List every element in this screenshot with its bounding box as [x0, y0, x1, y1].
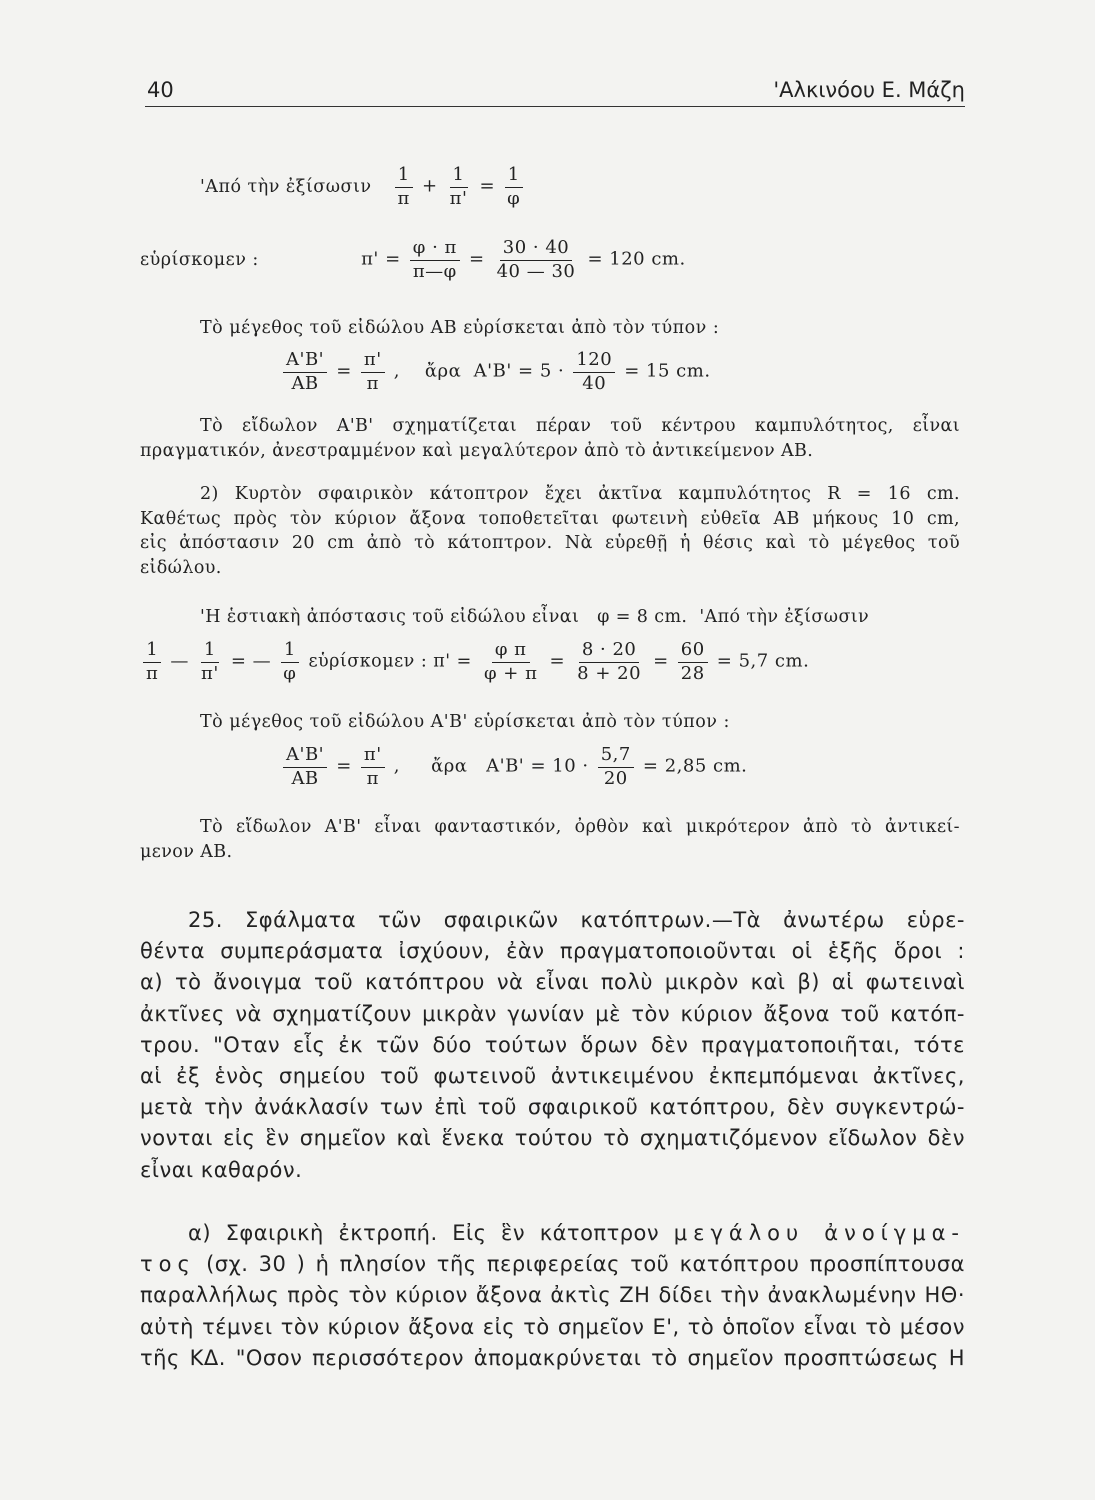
equation-2: εὑρίσκομεν : π' = $\frac{\varphi \cdot \pi}{\pi—\varphi}$ = $\frac{30 \cdot 40}{40 — 30}$ = 120 cm.	[140, 237, 686, 282]
running-title: 'Αλκινόου Ε. Μάζη	[773, 78, 965, 102]
paragraph-image-size-intro: Τὸ μέγεθος τοῦ εἰδώλου ΑΒ εὑρίσκεται ἀπὸ τὸν τύπον :	[200, 318, 720, 338]
equation-5: $\frac{A'B'}{AB}$ = $\frac{\pi'}{\pi}$ , ἄρα Α'Β' = 10 · $\frac{5,7}{20}$ = 2,85 cm.	[280, 745, 747, 789]
page-number: 40	[147, 78, 174, 102]
section-25-heading-line: 25. Σφάλματα τῶν σφαιρικῶν κατόπτρων.—Τὰ ἀνωτέρω εὑρε-	[188, 908, 965, 932]
equation-3: $\frac{A'B'}{AB}$ = $\frac{\pi'}{\pi}$ , ἄρα Α'Β' = 5 · $\frac{120}{40}$ = 15 cm.	[280, 350, 711, 394]
page-header	[145, 76, 965, 107]
paragraph-problem-2: 2) Κυρτὸν σφαιρικὸν κάτοπτρον ἔχει ἀκτῖνα καμπυλότητος R = 16 cm. Καθέτως πρὸς τὸν κύριον ἄξονα τοποθετεῖται φωτεινὴ εὐθεῖα ΑΒ μήκους 10 cm, εἰς ἀπόστασιν 20 cm ἀπὸ τὸ κάτοπτρον. Νὰ εὑρεθῇ ἡ θέσις καὶ τὸ μέγεθος τοῦ εἰδώλου.	[140, 484, 960, 578]
paragraph-spherical-aberration: α) Σφαιρικὴ ἐκτροπή. Εἰς ἓν κάτοπτρον μεγάλου ἀνοίγμα- τος (σχ. 30 ) ἡ πλησίον τῆς περιφερείας τοῦ κατόπτρου προσπίπτουσα παραλλήλως πρὸς τὸν κύριον ἄξονα ἀκτὶς ΖΗ δίδει τὴν ἀνακλωμένην ΗΘ· αὐτὴ τέμνει τὸν κύριον ἄξονα εἰς τὸ σημεῖον Ε', τὸ ὁποῖον εἶναι τὸ μέσον τῆς ΚΔ. "Οσον περισσότερον ἀπομακρύνεται τὸ σημεῖον προσπτώσεως Η	[140, 1221, 965, 1370]
equation-1: 'Από τὴν ἐξίσωσιν $\frac{1}{\pi}$ + $\frac{1}{\pi'}$ = $\frac{1}{\varphi}$	[200, 165, 526, 209]
paragraph-image-size-2: Τὸ μέγεθος τοῦ εἰδώλου Α'Β' εὑρίσκεται ἀπὸ τὸν τύπον :	[200, 712, 730, 732]
equation-4: $\frac{1}{\pi}$ — $\frac{1}{\pi'}$ = — $\frac{1}{\varphi}$ εὑρίσκομεν : π' = $\frac{\text{φ π}}{\varphi + \pi}$ = $\frac{8 \cdot 20}{8 + 20}$ = $\frac{60}{28}$ = 5,7 cm.	[140, 640, 809, 684]
paragraph-focal-length: 'Η ἑστιακὴ ἀπόστασις τοῦ εἰδώλου εἶναι φ = 8 cm. 'Από τὴν ἐξίσωσιν	[200, 607, 870, 627]
paragraph-real-image: Τὸ εἴδωλον Α'Β' σχηματίζεται πέραν τοῦ κέντρου καμπυλότητος, εἶναι πραγματικόν, ἀνεστραμμένον καὶ μεγαλύτερον ἀπὸ τὸ ἀντικείμενον ΑΒ.	[140, 416, 960, 461]
paragraph-virtual-image: Τὸ εἴδωλον Α'Β' εἶναι φανταστικόν, ὀρθὸν καὶ μικρότερον ἀπὸ τὸ ἀντικεί- μενον ΑΒ.	[140, 817, 960, 862]
section-25-spherical-mirror-errors: 25. Σφάλματα τῶν σφαιρικῶν κατόπτρων.—Τὰ ἀνωτέρω εὑρε- θέντα συμπεράσματα ἰσχύουν, ἐὰν πραγματοποιοῦνται οἱ ἑξῆς ὅροι : α) τὸ ἄνοιγμα τοῦ κατόπτρου νὰ εἶναι πολὺ μικρὸν καὶ β) αἱ φωτειναὶ ἀκτῖνες νὰ σχηματίζουν μικρὰν γωνίαν μὲ τὸν κύριον ἄξονα τοῦ κατόπ- τρου. "Οταν εἷς ἐκ τῶν δύο τούτων ὅρων δὲν πραγματοποιῆται, τότε αἱ ἐξ ἑνὸς σημείου τοῦ φωτεινοῦ ἀντικειμένου ἐκπεμπόμεναι ἀκτῖνες, μετὰ τὴν ἀνάκλασίν των ἐπὶ τοῦ σφαιρικοῦ κατόπτρου, δὲν συγκεντρώ- νονται εἰς ἓν σημεῖον καὶ ἕνεκα τούτου τὸ σχηματιζόμενον εἴδωλον δὲν εἶναι καθαρόν.	[140, 905, 965, 1186]
